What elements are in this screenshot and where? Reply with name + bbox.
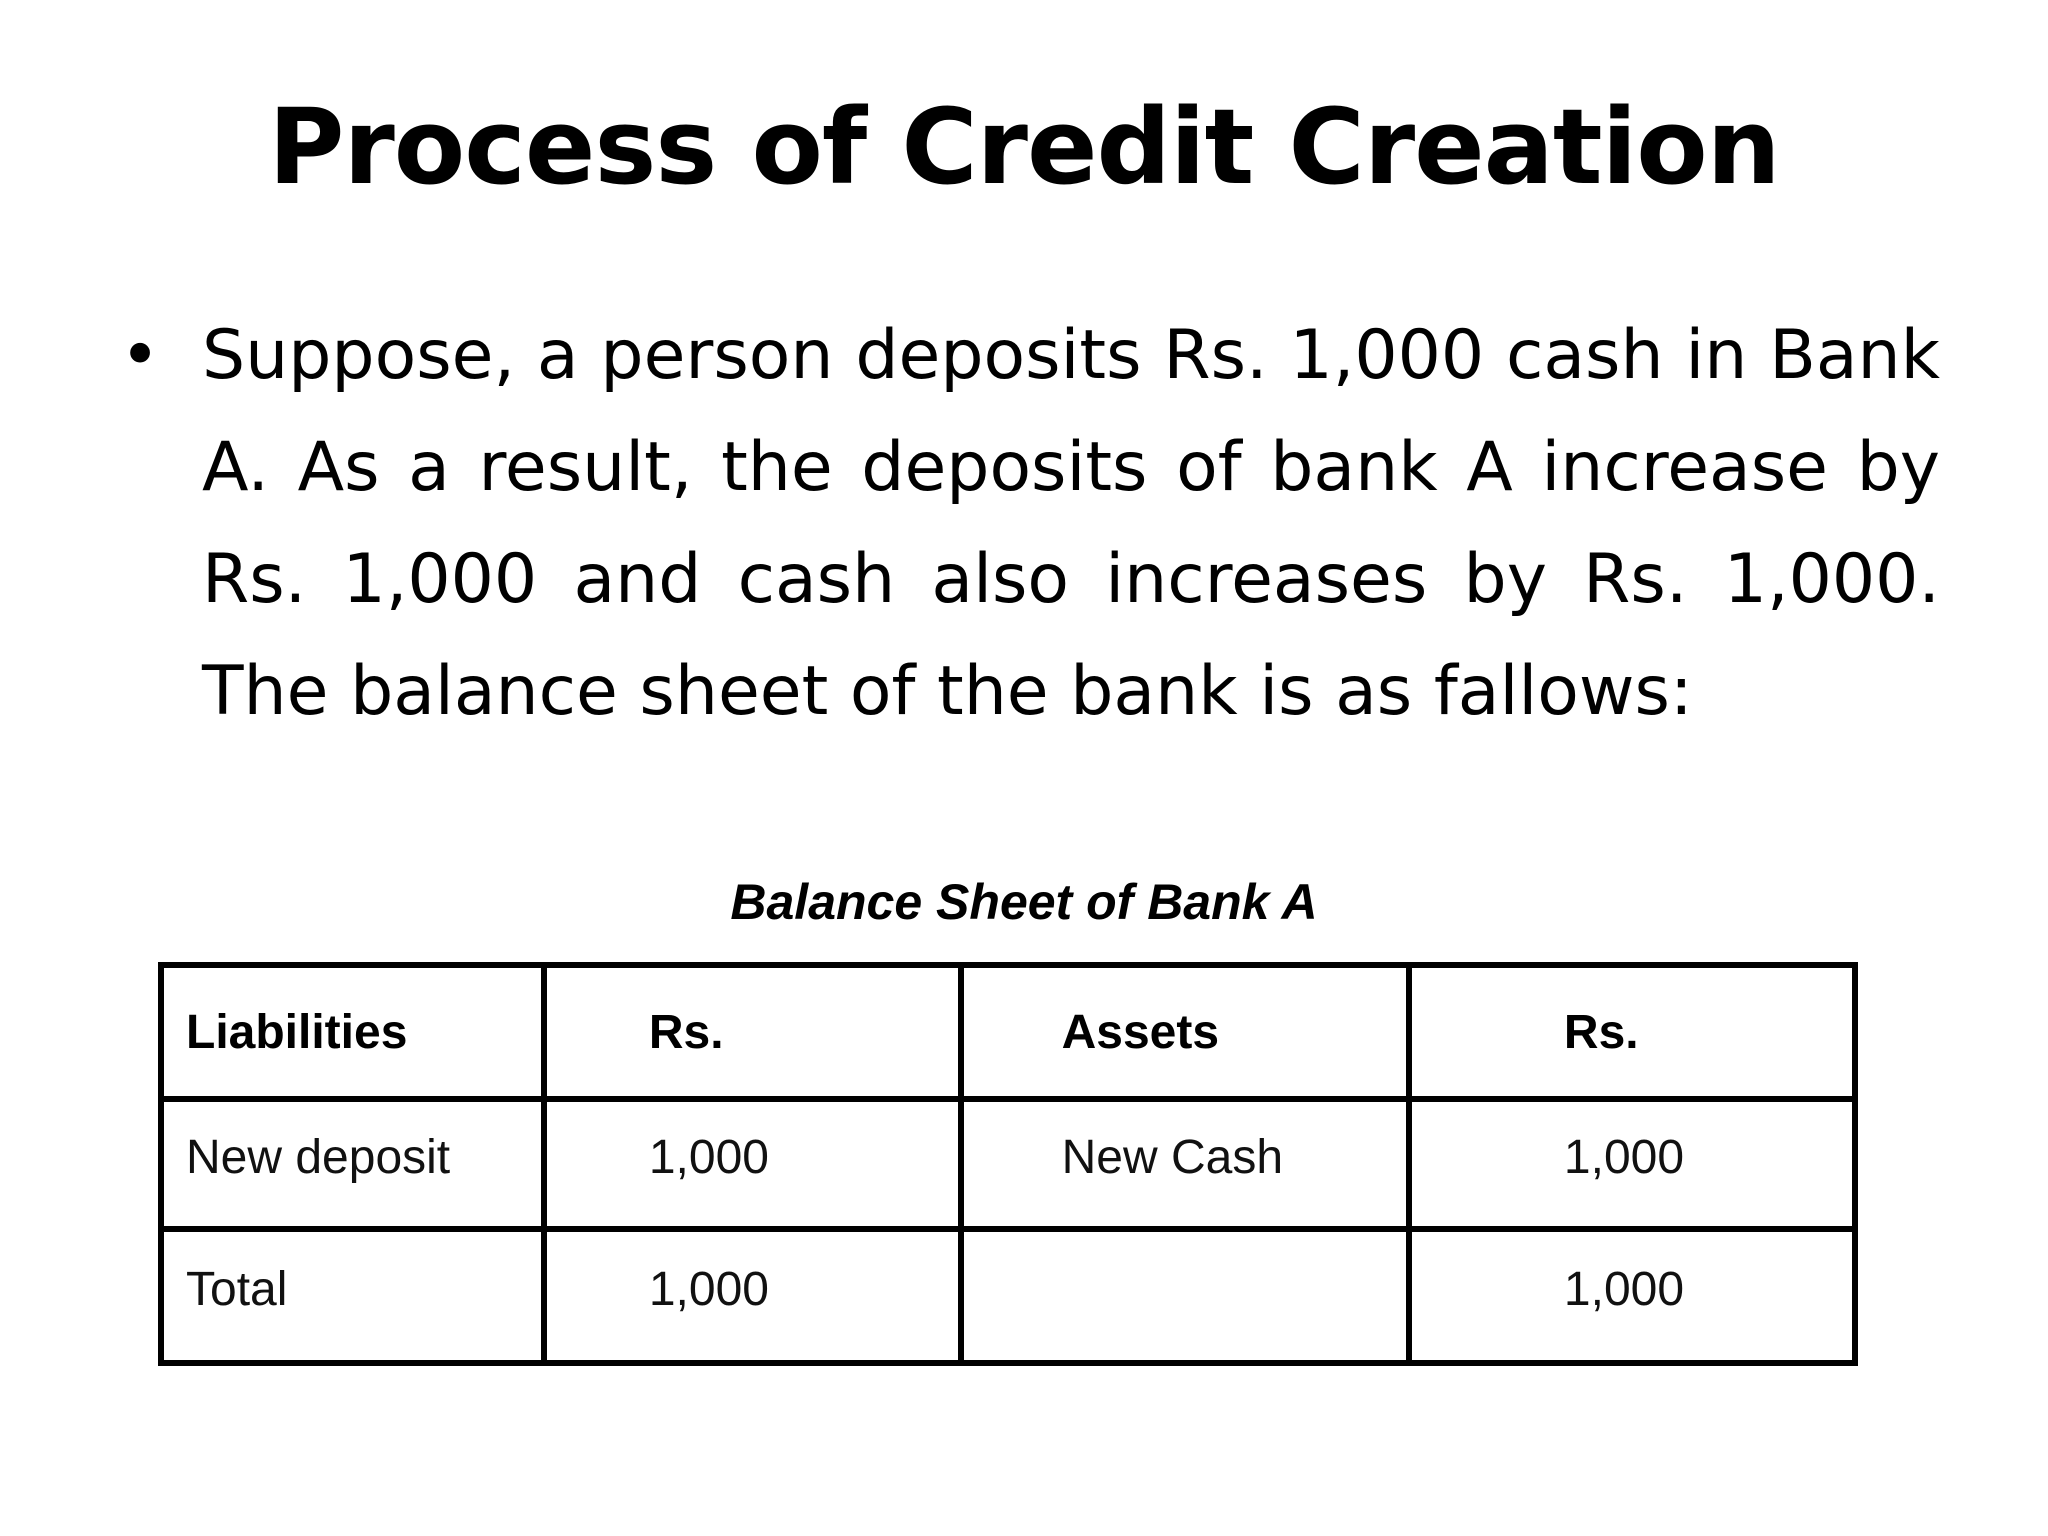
header-rs-assets: Rs. [1409,965,1855,1099]
cell-total-liabilities: 1,000 [544,1229,961,1363]
cell-liability-amount: 1,000 [544,1099,961,1229]
balance-sheet-table [158,962,1858,1366]
table-row [161,1099,1855,1229]
cell-asset-amount: 1,000 [1409,1099,1855,1229]
cell-total-label: Total [161,1229,544,1363]
cell-total-asset-empty [961,1229,1409,1363]
bullet-text: Suppose, a person deposits Rs. 1,000 cash in Bank A. As a result, the deposits of bank A increase by Rs. 1,000 and cash also increases by Rs. 1,000. The balance sheet of the bank is as fallows: [202,316,1940,731]
bullet-paragraph [120,300,1940,748]
header-assets: Assets [961,965,1409,1099]
cell-asset: New Cash [961,1099,1409,1229]
slide-title: Process of Credit Creation [268,86,1780,208]
header-liabilities: Liabilities [161,965,544,1099]
table-caption: Balance Sheet of Bank A [730,874,1318,930]
table-total-row [161,1229,1855,1363]
cell-liability: New deposit [161,1099,544,1229]
bullet-icon: • [120,316,161,395]
header-rs-liabilities: Rs. [544,965,961,1099]
table-header-row [161,965,1855,1099]
cell-total-assets: 1,000 [1409,1229,1855,1363]
